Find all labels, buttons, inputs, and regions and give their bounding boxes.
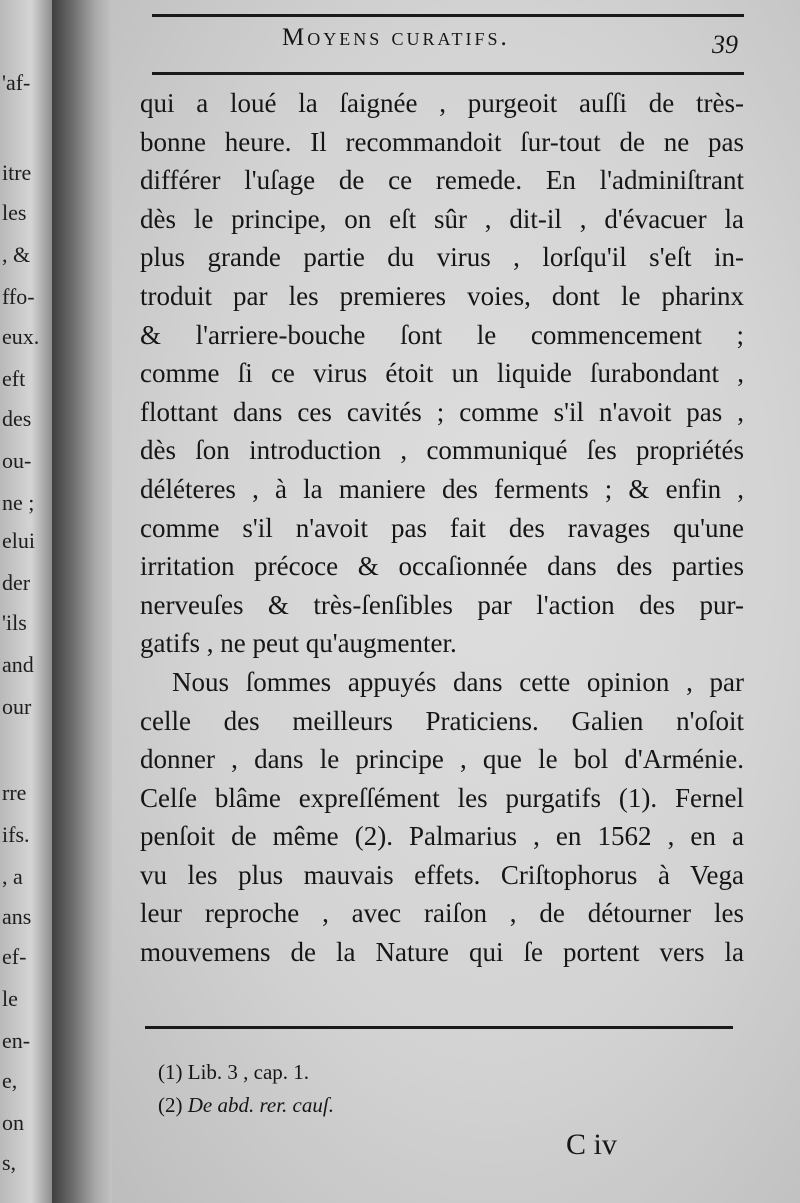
facing-page-fragment: des	[2, 406, 32, 431]
text-line: plus grande partie du virus , lorſqu'il s'eſt in-	[140, 242, 744, 273]
footnote-2	[158, 1089, 334, 1122]
header-top-rule	[152, 14, 744, 17]
facing-page-fragment: elui	[2, 528, 35, 553]
text-line: déléteres , à la maniere des ferments ; & enfin ,	[140, 473, 744, 504]
facing-page-fragment: 'af-	[2, 70, 31, 95]
text-line: Nous ſommes appuyés dans cette opinion , par	[172, 666, 744, 697]
running-title: Moyens curatifs.	[282, 24, 510, 51]
facing-page-fragment: itre	[2, 160, 32, 185]
facing-page-fragment: 'ils	[2, 610, 27, 635]
body-text	[140, 84, 744, 972]
text-line: comme s'il n'avoit pas fait des ravages qu'une	[140, 512, 744, 543]
text-line: mouvemens de la Nature qui ſe portent vers la	[140, 937, 744, 968]
text-line: celle des meilleurs Praticiens. Galien n'oſoit	[140, 705, 744, 736]
facing-page-fragment: en-	[2, 1028, 31, 1053]
facing-page-fragment: rre	[2, 780, 27, 805]
facing-page-fragment: der	[2, 570, 31, 595]
text-line: troduit par les premieres voies, dont le pharinx	[140, 280, 744, 311]
page-number: 39	[712, 30, 738, 59]
facing-page-fragment: s,	[2, 1150, 17, 1175]
text-line: donner , dans le principe , que le bol d'Arménie.	[140, 744, 744, 775]
text-line: qui a loué la ſaignée , purgeoit auſſi de très-	[140, 88, 744, 118]
facing-page-fragment: les	[2, 200, 27, 225]
facing-page-fragment: eux.	[2, 324, 40, 349]
footnote-2-number: (2)	[158, 1093, 188, 1117]
header-bottom-rule	[152, 72, 744, 75]
facing-page-fragment: ans	[2, 904, 32, 929]
facing-page-fragment: ffo-	[2, 284, 35, 309]
text-line: & l'arriere-bouche ſont le commencement ;	[140, 319, 744, 350]
facing-page-fragment: ef-	[2, 944, 27, 969]
facing-page-fragment: ne ;	[2, 490, 35, 515]
facing-page-fragment: our	[2, 694, 32, 719]
text-line: penſoit de même (2). Palmarius , en 1562 , en a	[140, 821, 744, 852]
facing-page-fragment: , &	[2, 242, 31, 267]
facing-page-fragment: ou-	[2, 448, 32, 473]
text-line: dès ſon introduction , communiqué ſes propriétés	[140, 435, 744, 466]
text-line: comme ſi ce virus étoit un liquide ſurabondant ,	[140, 358, 744, 389]
text-line: irritation précoce & occaſionnée dans des parties	[140, 551, 744, 582]
text-line: Celſe blâme expreſſément les purgatifs (1). Fernel	[140, 782, 744, 813]
footnote-rule	[145, 1026, 733, 1029]
facing-page-edge	[0, 0, 52, 1203]
footnote-2-text: De abd. rer. cauſ.	[187, 1093, 334, 1117]
text-line: vu les plus mauvais effets. Criſtophorus à Vega	[140, 859, 744, 890]
text-line: leur reproche , avec raiſon , de détourner les	[140, 898, 744, 929]
signature-mark: C iv	[566, 1128, 617, 1161]
text-line: flottant dans ces cavités ; comme s'il n'avoit pas ,	[140, 396, 744, 427]
text-line: gatifs , ne peut qu'augmenter.	[140, 628, 457, 659]
facing-page-fragment: , a	[2, 864, 23, 889]
facing-page-fragment: e,	[2, 1068, 18, 1093]
footnote-1: (1) Lib. 3 , cap. 1.	[158, 1060, 310, 1084]
facing-page-fragment: and	[2, 652, 34, 677]
text-line: dès le principe, on eſt sûr , dit-il , d'évacuer la	[140, 203, 744, 234]
text-line: différer l'uſage de ce remede. En l'adminiſtrant	[140, 165, 744, 196]
facing-page-fragment: le	[2, 986, 18, 1011]
text-line: nerveuſes & très-ſenſibles par l'action des pur-	[140, 589, 744, 620]
text-line: bonne heure. Il recommandoit ſur-tout de ne pas	[140, 126, 744, 157]
facing-page-fragment: on	[2, 1110, 24, 1135]
book-gutter	[52, 0, 114, 1203]
facing-page-fragment: ifs.	[2, 822, 30, 847]
facing-page-fragment: eft	[2, 366, 26, 391]
footnotes	[158, 1056, 334, 1122]
